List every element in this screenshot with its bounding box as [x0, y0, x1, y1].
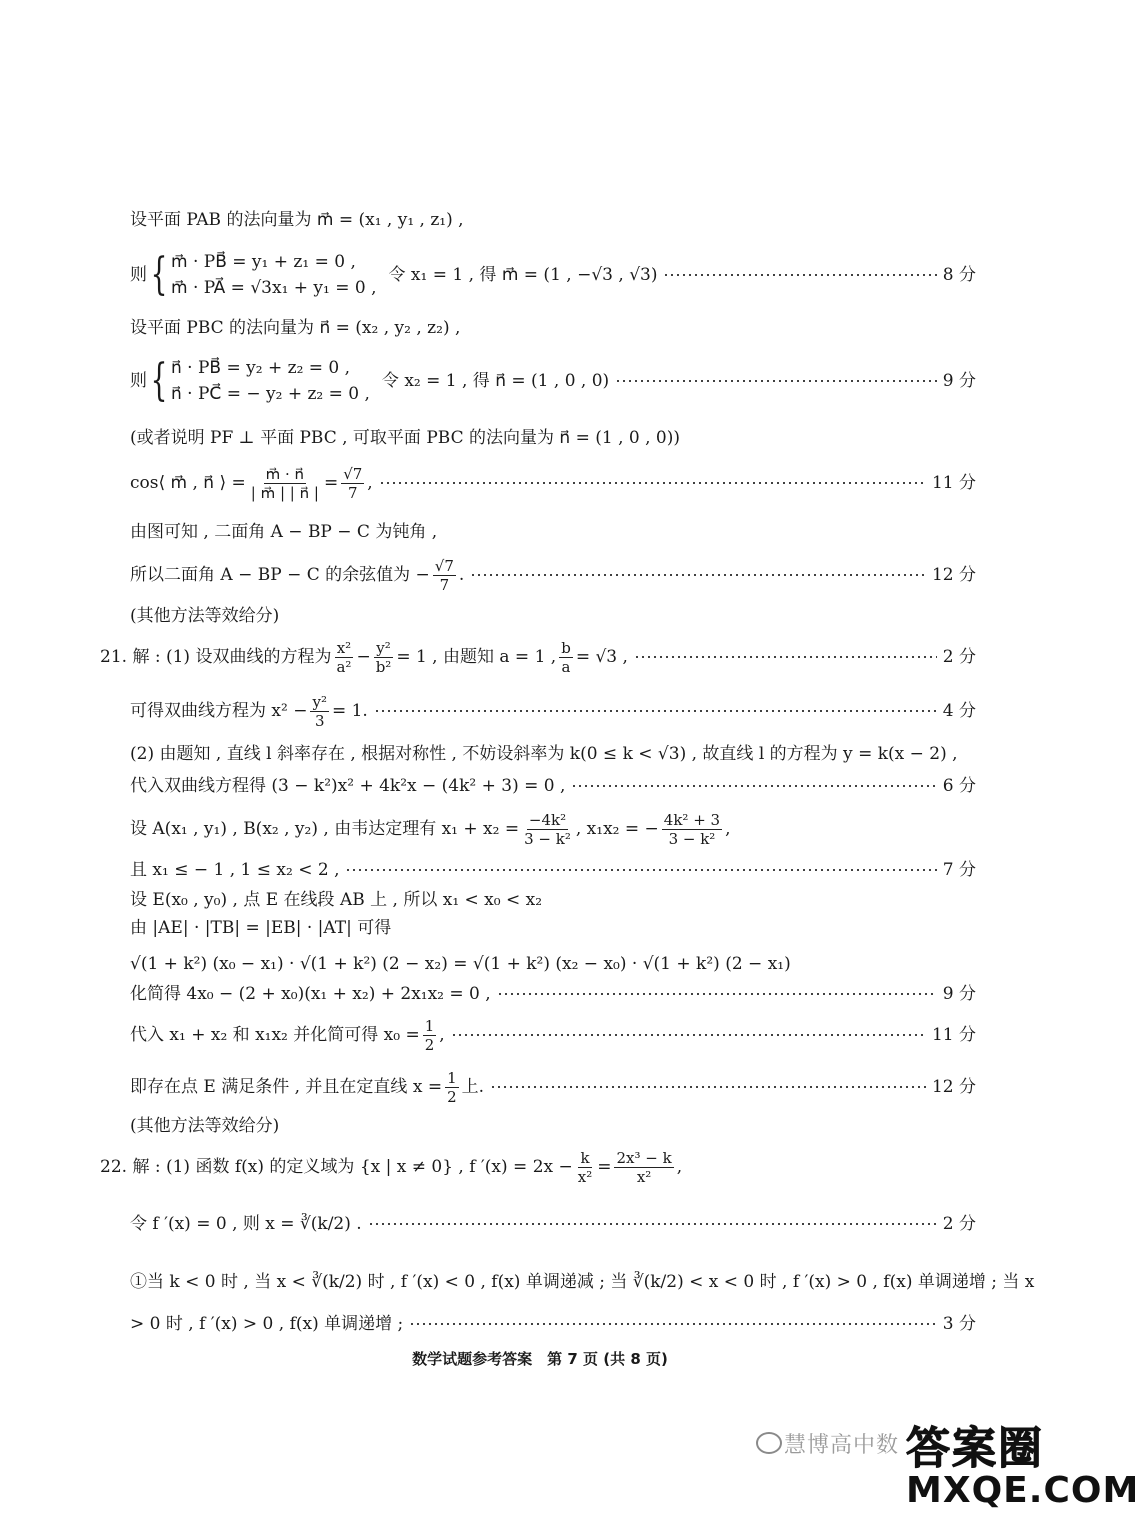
- solution-line: cos⟨ m⃗ , n⃗ ⟩ = $\frac{m⃗ \cdot n⃗}{| m⃗ | | n⃗ |}$ = $\frac{√7}{7}$ , 11 分: [130, 464, 976, 502]
- watermark-account: 慧博高中数: [784, 1433, 900, 1458]
- fraction: $\frac{b}{a}$: [561, 638, 571, 676]
- solution-line: 且 x₁ ≤ − 1 , 1 ≤ x₂ < 2 , 7 分: [130, 860, 976, 880]
- score: 3 分: [942, 1314, 976, 1334]
- score: 9 分: [942, 371, 976, 391]
- dot-leader: [374, 710, 937, 712]
- score: 7 分: [942, 860, 976, 880]
- solution-line: 设 A(x₁ , y₁) , B(x₂ , y₂) , 由韦达定理有 x₁ + x₂ = $\frac{\text{−4k²}}{\text{3 − k²}}$ , x₁x₂ = − $\frac{\text{4k² + 3}}{\text{3 − k²}}$ ,: [130, 810, 731, 848]
- solution-line: (2) 由题知 , 直线 l 斜率存在 , 根据对称性 , 不妨设斜率为 k(0 ≤ k < √3) , 故直线 l 的方程为 y = k(x − 2) ,: [130, 744, 958, 764]
- solution-line: > 0 时 , f ′(x) > 0 , f(x) 单调递增 ; 3 分: [130, 1314, 976, 1334]
- problem-22-line: 22. 解 : (1) 函数 f(x) 的定义域为 {x | x ≠ 0} , f ′(x) = 2x − $\frac{k}{\text{x²}}$ = $\frac{\text{2x³ − k}}{\text{x²}}$ ,: [100, 1148, 683, 1186]
- dot-leader: [490, 1086, 926, 1088]
- fraction: $\frac{\text{y²}}{\text{b²}}$: [375, 638, 392, 676]
- solution-line: 可得双曲线方程为 x² − $\frac{\text{y²}}{3}$ = 1. 4 分: [130, 692, 976, 730]
- dot-leader: [497, 993, 937, 995]
- solution-line: 设 E(x₀ , y₀) , 点 E 在线段 AB 上 , 所以 x₁ < x₀ < x₂: [130, 890, 543, 910]
- fraction: $\frac{k}{\text{x²}}$: [577, 1148, 593, 1186]
- fraction: $\frac{m⃗ \cdot n⃗}{| m⃗ | | n⃗ |}$: [250, 464, 319, 502]
- fraction: $\frac{\text{4k² + 3}}{\text{3 − k²}}$: [663, 810, 721, 848]
- score: 4 分: [942, 701, 976, 721]
- wechat-icon: [756, 1432, 782, 1454]
- solution-line: 即存在点 E 满足条件 , 并且在定直线 x = $\frac{1}{2}$ 上. 12 分: [130, 1068, 976, 1106]
- solution-line: 设平面 PAB 的法向量为 m⃗ = (x₁ , y₁ , z₁) ,: [130, 210, 464, 230]
- dot-leader: [409, 1323, 937, 1325]
- equation-system: { n⃗ · PB⃗ = y₂ + z₂ = 0 , n⃗ · PC⃗ = − y₂ + z₂ = 0 ,: [150, 355, 370, 406]
- fraction: $\frac{\text{−4k²}}{\text{3 − k²}}$: [524, 810, 571, 848]
- solution-line: 由图可知 , 二面角 A − BP − C 为钝角 ,: [130, 522, 438, 542]
- dot-leader: [451, 1034, 926, 1036]
- solution-line: 设平面 PBC 的法向量为 n⃗ = (x₂ , y₂ , z₂) ,: [130, 318, 461, 338]
- solution-line: ①当 k < 0 时 , 当 x < ∛(k/2) 时 , f ′(x) < 0 , f(x) 单调递减 ; 当 ∛(k/2) < x < 0 时 , f ′(x) > 0 , f(x) 单调递增 ; 当 x: [130, 1272, 1035, 1292]
- solution-line: √(1 + k²) (x₀ − x₁) · √(1 + k²) (2 − x₂) = √(1 + k²) (x₂ − x₀) · √(1 + k²) (2 − x₁): [130, 954, 791, 974]
- brace-symbol: {: [150, 355, 168, 406]
- solution-line-system: 则 { m⃗ · PB⃗ = y₁ + z₁ = 0 , m⃗ · PA⃗ = √3x₁ + y₁ = 0 , 令 x₁ = 1 , 得 m⃗ = (1 , −√3 , √3) 8 分: [130, 249, 976, 300]
- fraction: $\frac{1}{2}$: [447, 1068, 457, 1106]
- fraction: $\frac{√7}{7}$: [434, 556, 454, 594]
- watermark: [756, 1412, 1139, 1524]
- score: 11 分: [931, 473, 976, 493]
- dot-leader: [634, 656, 937, 658]
- equation-system: { m⃗ · PB⃗ = y₁ + z₁ = 0 , m⃗ · PA⃗ = √3x₁ + y₁ = 0 ,: [150, 249, 377, 300]
- solution-line: 代入 x₁ + x₂ 和 x₁x₂ 并化简可得 x₀ = $\frac{1}{2}$ , 11 分: [130, 1016, 976, 1054]
- fraction: $\frac{\text{y²}}{3}$: [312, 692, 327, 730]
- dot-leader: [368, 1223, 937, 1225]
- solution-line: 代入双曲线方程得 (3 − k²)x² + 4k²x − (4k² + 3) = 0 , 6 分: [130, 776, 976, 796]
- fraction: $\frac{\text{2x³ − k}}{\text{x²}}$: [616, 1148, 672, 1186]
- score: 2 分: [942, 647, 976, 667]
- solution-line: (或者说明 PF ⊥ 平面 PBC , 可取平面 PBC 的法向量为 n⃗ = (1 , 0 , 0)): [130, 428, 680, 448]
- fraction: $\frac{1}{2}$: [424, 1016, 435, 1054]
- score: 8 分: [942, 265, 976, 285]
- score: 12 分: [931, 565, 976, 585]
- solution-line: 由 |AE| · |TB| = |EB| · |AT| 可得: [130, 918, 392, 938]
- page-footer: 数学试题参考答案 第 7 页 (共 8 页): [412, 1350, 668, 1368]
- dot-leader: [615, 380, 937, 382]
- score: 6 分: [942, 776, 976, 796]
- solution-line: (其他方法等效给分): [130, 1116, 280, 1136]
- solution-line: 化简得 4x₀ − (2 + x₀)(x₁ + x₂) + 2x₁x₂ = 0 , 9 分: [130, 984, 976, 1004]
- fraction: $\frac{\text{x²}}{\text{a²}}$: [336, 638, 352, 676]
- dot-leader: [663, 274, 936, 276]
- dot-leader: [345, 869, 936, 871]
- solution-line: 令 f ′(x) = 0 , 则 x = ∛(k/2) . 2 分: [130, 1214, 976, 1234]
- brace-symbol: {: [150, 249, 168, 300]
- dot-leader: [379, 482, 926, 484]
- problem-21-line: 21. 解 : (1) 设双曲线的方程为 $\frac{\text{x²}}{\text{a²}}$ − $\frac{\text{y²}}{\text{b²}}$ = 1 , 由题知 a = 1 , $\frac{b}{a}$ = √3 , 2 分: [100, 638, 976, 676]
- score: 2 分: [942, 1214, 976, 1234]
- watermark-site: MXQE.COM: [906, 1470, 1139, 1511]
- solution-line: 所以二面角 A − BP − C 的余弦值为 − $\frac{√7}{7}$ . 12 分: [130, 556, 976, 594]
- fraction: $\frac{√7}{7}$: [343, 464, 363, 502]
- score: 11 分: [931, 1025, 976, 1045]
- watermark-logo: 答案圈: [906, 1423, 1044, 1474]
- dot-leader: [470, 574, 926, 576]
- solution-line: (其他方法等效给分): [130, 606, 280, 626]
- score: 12 分: [931, 1077, 976, 1097]
- score: 9 分: [942, 984, 976, 1004]
- dot-leader: [571, 785, 936, 787]
- solution-line-system: 则 { n⃗ · PB⃗ = y₂ + z₂ = 0 , n⃗ · PC⃗ = − y₂ + z₂ = 0 , 令 x₂ = 1 , 得 n⃗ = (1 , 0 , 0) 9 分: [130, 355, 976, 406]
